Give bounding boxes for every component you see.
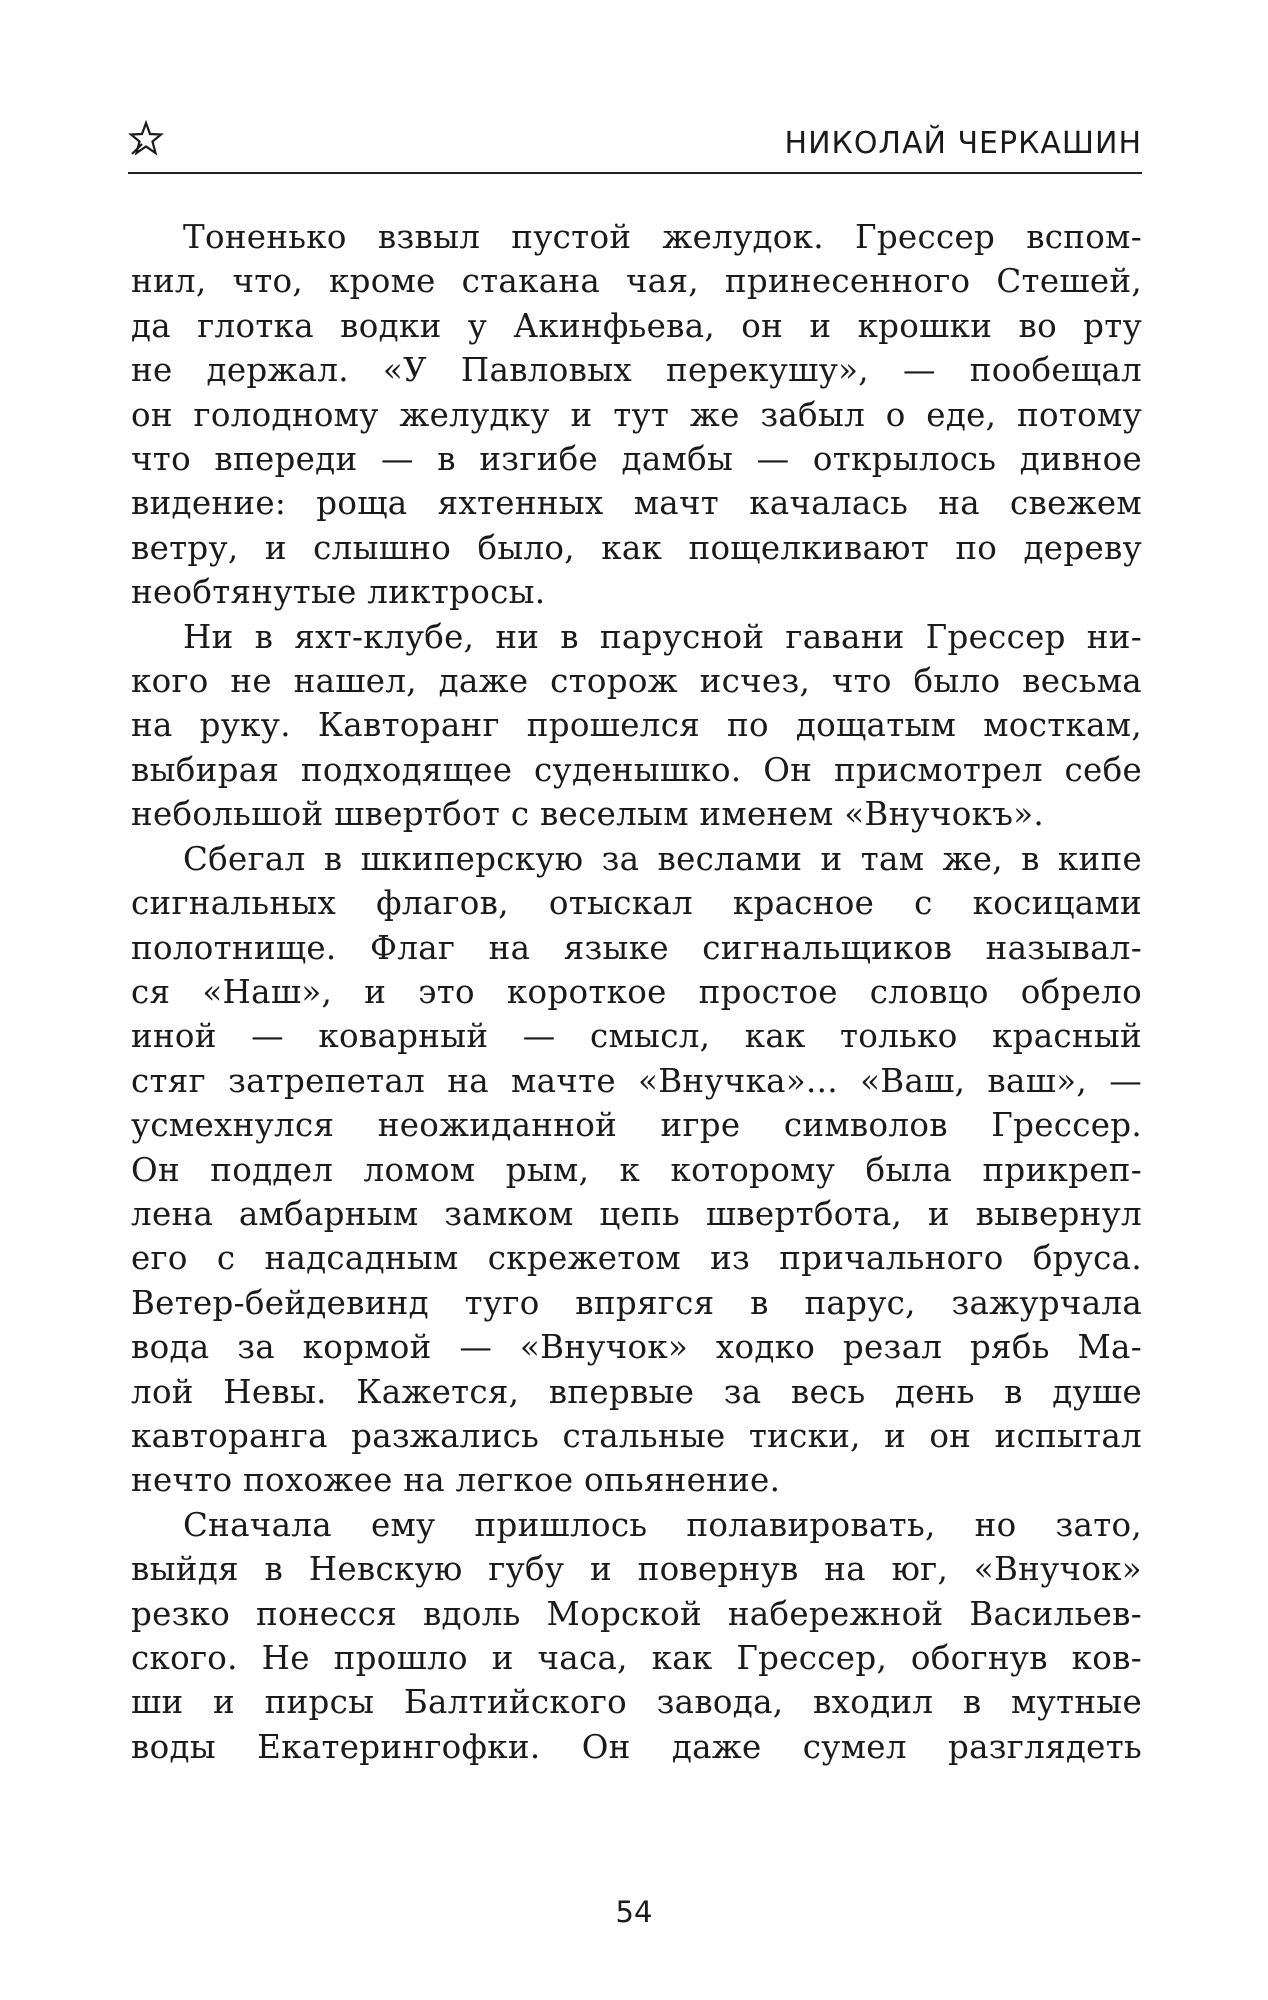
text-line: что впереди — в изгибе дамбы — открылось дивное <box>131 440 1142 479</box>
text-line: усмехнулся неожиданной игре символов Грессер. <box>131 1106 1142 1145</box>
paragraph <box>131 1503 1142 1769</box>
text-line: не держал. «У Павловых перекушу», — пообещал <box>131 351 1142 390</box>
text-line: Он поддел ломом рым, к которому была прикреп- <box>131 1150 1142 1189</box>
text-line: Ни в яхт-клубе, ни в парусной гавани Грессер ни- <box>183 617 1142 656</box>
text-line: ветру, и слышно было, как пощелкивают по дереву <box>131 528 1142 567</box>
text-line: на руку. Кавторанг прошелся по дощатым мосткам, <box>131 706 1142 745</box>
text-line: резко понесся вдоль Морской набережной Васильев- <box>131 1594 1142 1633</box>
text-line: кого не нашел, даже сторож исчез, что было весьма <box>131 662 1142 701</box>
text-line: нечто похожее на легкое опьянение. <box>131 1461 781 1500</box>
text-line: сигнальных флагов, отыскал красное с косицами <box>131 884 1142 923</box>
body-text <box>131 215 1142 1769</box>
text-line: лой Невы. Кажется, впервые за весь день в душе <box>131 1372 1142 1411</box>
text-line: да глотка водки у Акинфьева, он и крошки во рту <box>131 306 1142 345</box>
text-line: нил, что, кроме стакана чая, принесенного Стешей, <box>131 262 1142 301</box>
text-line: полотнище. Флаг на языке сигнальщиков называл- <box>131 928 1142 967</box>
text-line: Сбегал в шкиперскую за веслами и там же, в кипе <box>183 839 1142 878</box>
paragraph <box>131 215 1142 615</box>
text-line: стяг затрепетал на мачте «Внучка»... «Ваш, ваш», — <box>131 1061 1142 1100</box>
text-line: воды Екатерингофки. Он даже сумел разглядеть <box>131 1727 1142 1766</box>
text-line: Сначала ему пришлось полавировать, но зато, <box>183 1505 1142 1544</box>
text-line: небольшой швертбот с веселым именем «Внучокъ». <box>131 795 1045 834</box>
text-line: ского. Не прошло и часа, как Грессер, обогнув ков- <box>131 1639 1142 1677</box>
text-line: кавторанга разжались стальные тиски, и он испытал <box>131 1416 1142 1455</box>
running-header <box>128 118 1142 174</box>
text-line: выйдя в Невскую губу и повернув на юг, «Внучок» <box>131 1550 1142 1589</box>
text-line: необтянутые ликтросы. <box>131 573 546 612</box>
text-line: вода за кормой — «Внучок» ходко резал рябь Ма- <box>131 1328 1142 1367</box>
text-line: лена амбарным замком цепь швертбота, и вывернул <box>131 1194 1142 1233</box>
text-line: иной — коварный — смысл, как только красный <box>131 1017 1142 1056</box>
page-number: 54 <box>615 1895 653 1929</box>
text-line: Ветер-бейдевинд туго впрягся в парус, зажурчала <box>131 1283 1142 1322</box>
text-line: ши и пирсы Балтийского завода, входил в мутные <box>131 1683 1142 1722</box>
star-outline-icon <box>128 120 164 156</box>
text-line: видение: роща яхтенных мачт качалась на свежем <box>131 484 1142 523</box>
paragraph <box>131 837 1142 1503</box>
text-line: он голодному желудку и тут же забыл о еде, потому <box>131 395 1142 434</box>
author-name: НИКОЛАЙ ЧЕРКАШИН <box>784 126 1142 161</box>
paragraph <box>131 615 1142 837</box>
text-line: его с надсадным скрежетом из причального бруса. <box>131 1239 1142 1278</box>
text-line: выбирая подходящее суденышко. Он присмотрел себе <box>131 750 1142 789</box>
text-line: ся «Наш», и это короткое простое словцо обрело <box>131 972 1142 1011</box>
text-line: Тоненько взвыл пустой желудок. Грессер вспом- <box>183 218 1142 256</box>
